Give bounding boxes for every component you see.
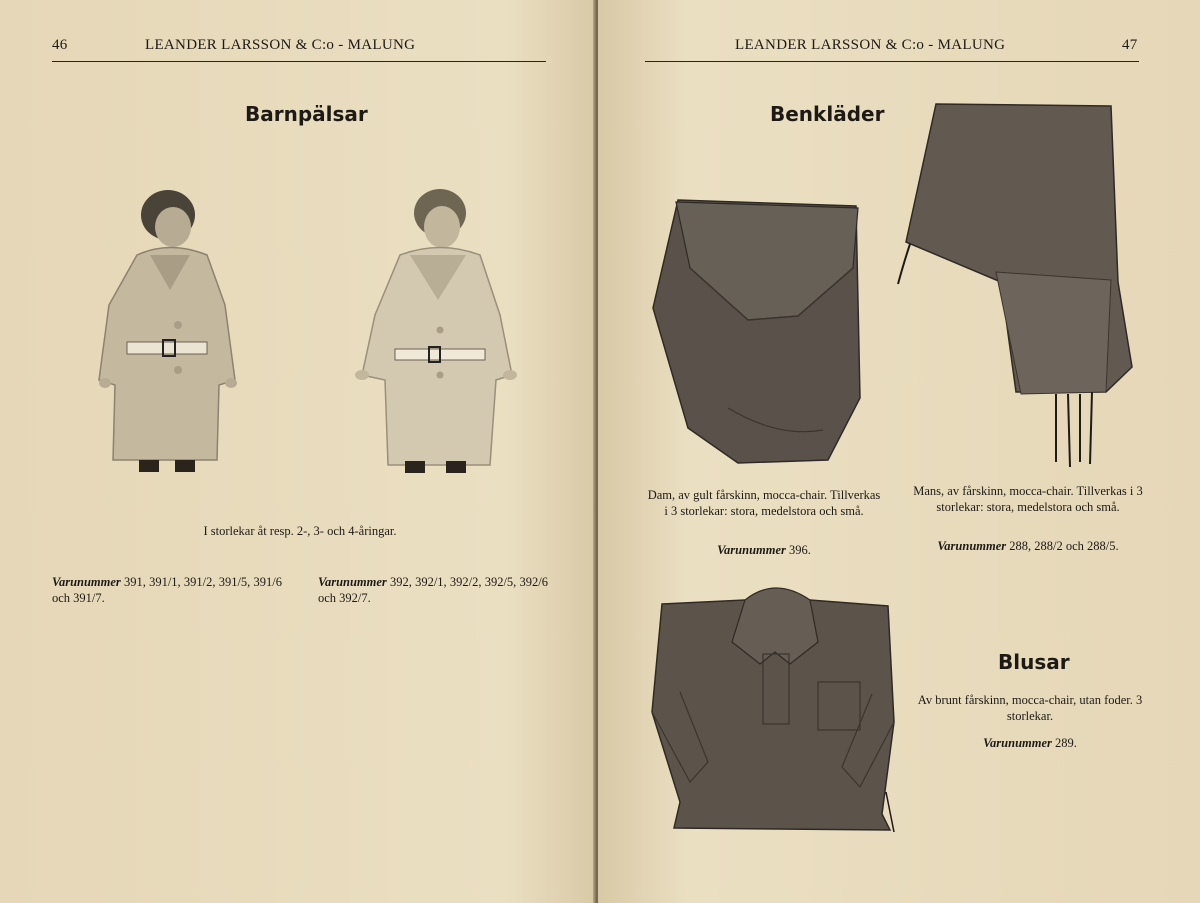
item-396-label: Varunummer <box>717 543 786 557</box>
child-coat-photo-2 <box>350 185 520 480</box>
mens-trousers-article <box>910 538 1146 554</box>
running-head: LEANDER LARSSON & C:o - MALUNG <box>735 37 1006 53</box>
womens-trousers-caption: Dam, av gult fårskinn, mocca-chair. Tillverkas i 3 storlekar: stora, medelstora och små. <box>647 488 881 518</box>
item-396-numbers: 396. <box>789 543 811 557</box>
item-289-numbers: 289. <box>1055 736 1077 750</box>
item-391-caption <box>52 574 282 606</box>
page-number: 47 <box>1122 37 1138 53</box>
item-391-label: Varunummer <box>52 575 121 589</box>
blouse-caption: Av brunt fårskinn, mocca-chair, utan foder. 3 storlekar. <box>917 693 1143 723</box>
heading-blusar: Blusar <box>998 650 1070 674</box>
item-392-caption <box>318 574 548 606</box>
heading-benklader: Benkläder <box>770 102 885 126</box>
child-coat-photo-1 <box>95 185 245 480</box>
item-289-label: Varunummer <box>983 736 1052 750</box>
right-page <box>598 0 1200 903</box>
item-392-numbers: 392, 392/1, 392/2, 392/5, 392/6 och 392/7. <box>318 575 548 605</box>
sizes-note: I storlekar åt resp. 2-, 3- och 4-åringar. <box>203 524 397 538</box>
page-number: 46 <box>52 37 68 53</box>
womens-trousers-article <box>646 542 882 558</box>
running-head: LEANDER LARSSON & C:o - MALUNG <box>145 37 416 53</box>
item-288-label: Varunummer <box>937 539 1007 553</box>
mens-trousers-caption: Mans, av fårskinn, mocca-chair. Tillverkas i 3 storlekar: stora, medelstora och små. <box>913 484 1143 514</box>
header-rule <box>52 61 546 62</box>
page-heading: Barnpälsar <box>245 102 368 126</box>
blouse-article <box>914 735 1146 751</box>
item-392-label: Varunummer <box>318 575 387 589</box>
item-288-numbers: 288, 288/2 och 288/5. <box>1009 539 1119 553</box>
left-page <box>0 0 596 903</box>
blouse-photo <box>650 582 900 842</box>
womens-trousers-photo <box>648 198 863 466</box>
header-rule <box>645 61 1139 62</box>
mens-trousers-photo <box>896 102 1136 472</box>
item-391-numbers: 391, 391/1, 391/2, 391/5, 391/6 och 391/7. <box>52 575 282 605</box>
